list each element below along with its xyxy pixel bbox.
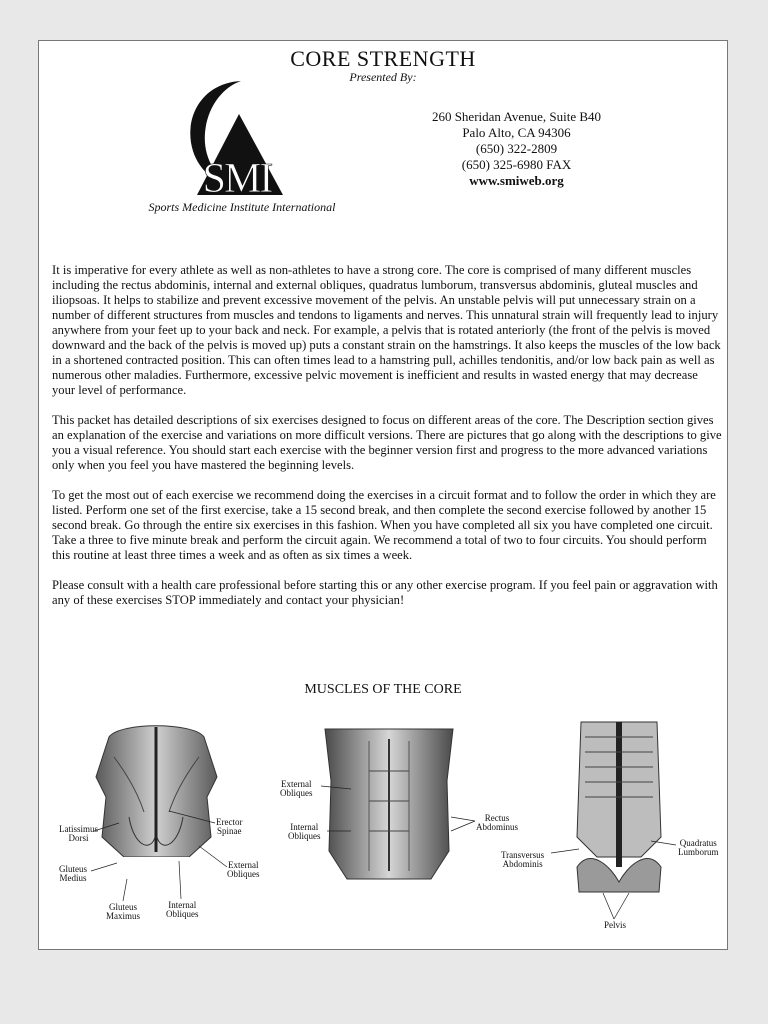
label-rectus-abdominus: Rectus Abdominus xyxy=(476,813,519,832)
page-title: CORE STRENGTH xyxy=(290,46,476,71)
label-pelvis: Pelvis xyxy=(604,920,627,930)
label-gluteus-medius: Gluteus Medius xyxy=(59,864,87,883)
fax-number: (650) 325-6980 FAX xyxy=(461,157,572,172)
label-quadratus-lumborum: Quadratus Lumborum xyxy=(678,838,719,857)
label-external-obliques-front: External Obliques xyxy=(280,779,313,798)
label-internal-obliques-front: Internal Obliques xyxy=(288,822,321,841)
paragraph-packet: This packet has detailed descriptions of six exercises designed to focus on different areas of the core. The Description section gives an explanation of the exercise and variations on more difficult versions. There are pictures that go along with the descriptions to give you a visual reference. You should start each exercise with the beginner version first and progress to the more advanced variations only when you feel you have mastered the beginning levels. xyxy=(52,413,722,472)
paragraph-warning: Please consult with a health care professional before starting this or any other exercise program. If you feel pain or aggravation with any of these exercises STOP immediately and contact your physician! xyxy=(52,578,718,607)
label-transversus-abdominis: Transversus Abdominis xyxy=(501,850,545,869)
label-erector-spinae: Erector Spinae xyxy=(216,817,243,836)
figures-title: MUSCLES OF THE CORE xyxy=(304,682,462,697)
document-page xyxy=(38,40,728,950)
paragraph-circuit: To get the most out of each exercise we recommend doing the exercises in a circuit format and to follow the order in which they are listed. Perform one set of the first exercise, take a 15 second break, and then complete the second exercise followed by another 15 second break. Go through the entire six exercises in this fashion. When you have completed all six you have completed one circuit. Take a three to five minute break and perform the circuit again. We recommend a total of two to four circuits. You should perform this routine at least three times a week and as often as six times a week. xyxy=(52,488,716,562)
label-leader-lines xyxy=(39,41,729,951)
address-line-2: Palo Alto, CA 94306 xyxy=(462,125,571,140)
address-line-1: 260 Sheridan Avenue, Suite B40 xyxy=(431,109,602,124)
logo-text: SMI xyxy=(202,156,272,199)
label-internal-obliques-back: Internal Obliques xyxy=(166,900,199,919)
label-external-obliques-back: External Obliques xyxy=(227,860,260,879)
paragraph-intro: It is imperative for every athlete as well as non-athletes to have a strong core. The core is comprised of many different muscles including the rectus abdominis, internal and external obliques, quadratus lumborum, transversus abdominis, gluteal muscles and iliopsoas. It helps to stabilize and prevent excessive movement of the pelvis. An unstable pelvis will put unnecessary strain on a number of different structures from muscles and tendons to ligaments and nerves. This unnatural strain will frequently lead to injury anywhere from your feet up to your back and neck. For example, a pelvis that is rotated anteriorly (the front of the pelvis is moved downward and the back of the pelvis is moved up) puts a constant strain on the hamstrings. It also keeps the muscles of the low back in a shortened contracted position. This can often times lead to a hamstring pull, achilles tendonitis, and/or low back pain as well as numerous other maladies. Furthermore, excessive pelvic movement is inefficient and results in wasted energy that may decrease your level of performance. xyxy=(52,263,721,397)
organization-name: Sports Medicine Institute International xyxy=(148,200,336,214)
phone-number: (650) 322-2809 xyxy=(475,141,558,156)
website-link[interactable]: www.smiweb.org xyxy=(469,173,564,188)
presented-by: Presented By: xyxy=(349,70,417,84)
label-gluteus-maximus: Gluteus Maximus xyxy=(106,902,141,921)
label-latissimus-dorsi: Latissimus Dorsi xyxy=(59,824,99,843)
